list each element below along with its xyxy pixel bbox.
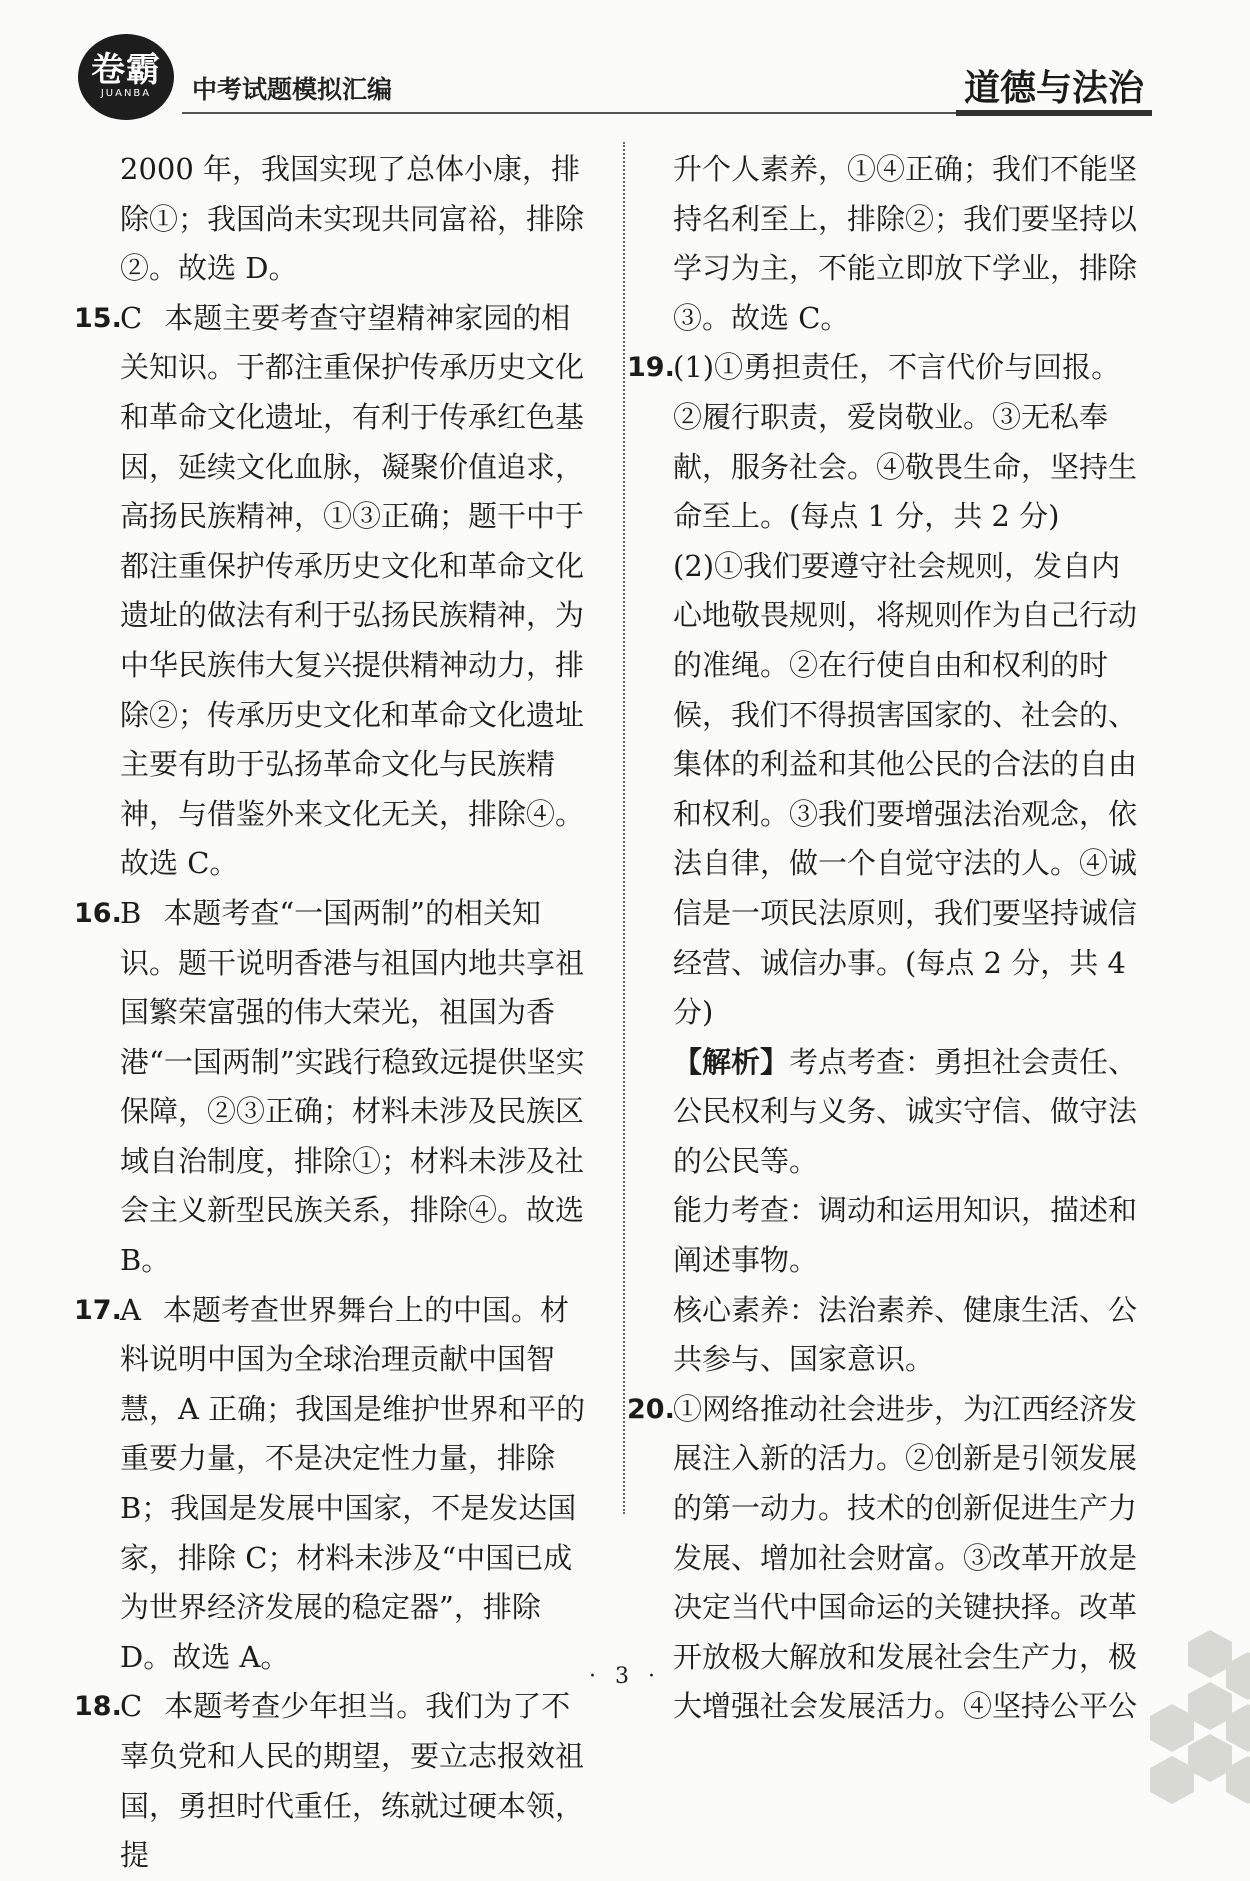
right-column: [627, 145, 1143, 1732]
q19-entry: [627, 343, 1143, 1384]
q18-answer: C: [120, 1689, 143, 1724]
q15-number: 15.: [74, 302, 122, 334]
q16-answer: B: [120, 895, 142, 930]
q19-part2: (2)①我们要遵守社会规则，发自内心地敬畏规则，将规则作为自己行动的准绳。②在行使自由和权利的时候，我们不得损害国家的、社会的、集体的利益和其他公民的合法的自由和权利。③我们要增强法治观念，依法自律，做一个自觉守法的人。④诚信是一项民法原则，我们要坚持诚信经营、诚信办事。(每点 2 分，共 4 分): [673, 548, 1138, 1030]
q17-answer: A: [120, 1292, 141, 1327]
series-title: 中考试题模拟汇编: [192, 75, 393, 104]
header-rule-accent: [956, 110, 1152, 116]
q19-analysis: [673, 1038, 1143, 1187]
q15-text: 本题主要考查守望精神家园的相关知识。于都注重保护传承历史文化和革命文化遗址，有利于传承红色基因，延续文化血脉，凝聚价值追求，高扬民族精神，①③正确；题干中于都注重保护传承历史文化和革命文化遗址的做法有利于弘扬民族精神，为中华民族伟大复兴提供精神动力，排除②；传承历史文化和革命文化遗址主要有助于弘扬革命文化与民族精神，与借鉴外来文化无关，排除④。故选 C。: [120, 300, 585, 881]
q19-ability: 能力考查：调动和运用知识，描述和阐述事物。: [673, 1193, 1138, 1278]
brand-logo: [78, 34, 174, 120]
logo-subtext: JUANBA: [100, 88, 152, 99]
q18-text: 本题考查少年担当。我们为了不辜负党和人民的期望，要立志报效祖国，勇担时代重任，练就过硬本领，提: [120, 1689, 585, 1873]
q18-entry: [74, 1682, 590, 1880]
q19-literacy: 核心素养：法治素养、健康生活、公共参与、国家意识。: [673, 1292, 1138, 1377]
analysis-label: 【解析】: [673, 1044, 790, 1079]
column-divider: [623, 142, 625, 1514]
q17-number: 17.: [74, 1294, 122, 1326]
q18-number: 18.: [74, 1691, 122, 1723]
subject-title: 道德与法治: [963, 68, 1144, 109]
page-header: [72, 30, 1152, 120]
q18-continued-text: 升个人素养，①④正确；我们不能坚持名利至上，排除②；我们要坚持以学习为主，不能立即放下学业，排除③。故选 C。: [673, 152, 1138, 335]
hexagon-decoration: [1140, 1620, 1250, 1804]
analysis-text: 考点考查：勇担社会责任、公民权利与义务、诚实守信、做守法的公民等。: [673, 1044, 1138, 1178]
q20-number: 20.: [627, 1393, 675, 1425]
q15-answer: C: [120, 300, 143, 335]
q20-text: ①网络推动社会进步，为江西经济发展注入新的活力。②创新是引领发展的第一动力。技术的创新促进生产力发展、增加社会财富。③改革开放是决定当代中国命运的关键抉择。改革开放极大解放和发展社会生产力，极大增强社会发展活力。④坚持公平公: [673, 1391, 1138, 1724]
q14-text: 2000 年，我国实现了总体小康，排除①；我国尚未实现共同富裕，排除②。故选 D。: [120, 152, 585, 286]
q16-number: 16.: [74, 897, 122, 929]
q17-entry: [74, 1286, 590, 1683]
q19-number: 19.: [627, 352, 675, 384]
q16-entry: [74, 889, 590, 1286]
q18-continued: [673, 145, 1143, 343]
q17-text: 本题考查世界舞台上的中国。材料说明中国为全球治理贡献中国智慧，A 正确；我国是维护世界和平的重要力量，不是决定性力量，排除 B；我国是发展中国家，不是发达国家，排除 C；材料未涉及“中国已成为世界经济发展的稳定器”，排除 D。故选 A。: [120, 1292, 586, 1674]
q15-entry: [74, 294, 590, 889]
q16-text: 本题考查“一国两制”的相关知识。题干说明香港与祖国内地共享祖国繁荣富强的伟大荣光，祖国为香港“一国两制”实践行稳致远提供坚实保障，②③正确；材料未涉及民族区域自治制度，排除①；材料未涉及社会主义新型民族关系，排除④。故选 B。: [120, 895, 585, 1278]
logo-text: 卷霸: [91, 50, 161, 90]
left-column: [74, 145, 590, 1881]
page-number: · 3 ·: [589, 1664, 661, 1689]
q19-part1: (1)①勇担责任，不言代价与回报。②履行职责，爱岗敬业。③无私奉献，服务社会。④敬畏生命，坚持生命至上。(每点 1 分，共 2 分): [673, 350, 1138, 534]
q14-continued: [120, 145, 590, 294]
